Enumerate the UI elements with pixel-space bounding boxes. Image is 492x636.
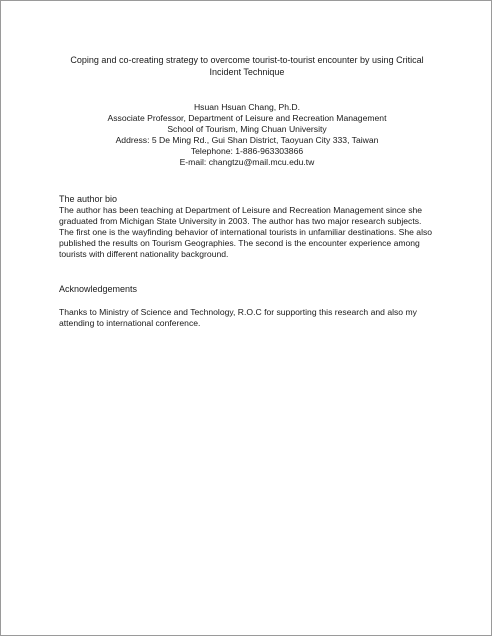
bio-heading: The author bio — [59, 194, 118, 204]
author-telephone: Telephone: 1-886-963303866 — [190, 146, 304, 156]
bio-text: The author has been teaching at Department of Leisure and Recreation Management since she graduated from Michigan State University in 2003. The author has two major research subjects. The first one is the wayfinding behavior of international tourists in unfamiliar destinations. She also published the results on Tourism Geographies. The second is the encounter experience among tourists with different nationality background. — [59, 205, 433, 259]
acknowledgements-heading: Acknowledgements — [59, 284, 138, 294]
acknowledgements-text: Thanks to Ministry of Science and Technology, R.O.C for supporting this research and also my attending to international conference. — [59, 307, 417, 328]
author-name: Hsuan Hsuan Chang, Ph.D. — [193, 102, 301, 112]
author-email: E-mail: changtzu@mail.mcu.edu.tw — [179, 157, 315, 167]
author-school: School of Tourism, Ming Chuan University — [167, 124, 327, 134]
author-info — [59, 102, 435, 168]
author-address: Address: 5 De Ming Rd., Gui Shan District, Taoyuan City 333, Taiwan — [115, 135, 379, 145]
paper-title: Coping and co-creating strategy to overcome tourist-to-tourist encounter by using Critical Incident Technique — [70, 55, 424, 77]
author-position: Associate Professor, Department of Leisure and Recreation Management — [107, 113, 387, 123]
page-content — [59, 55, 435, 329]
